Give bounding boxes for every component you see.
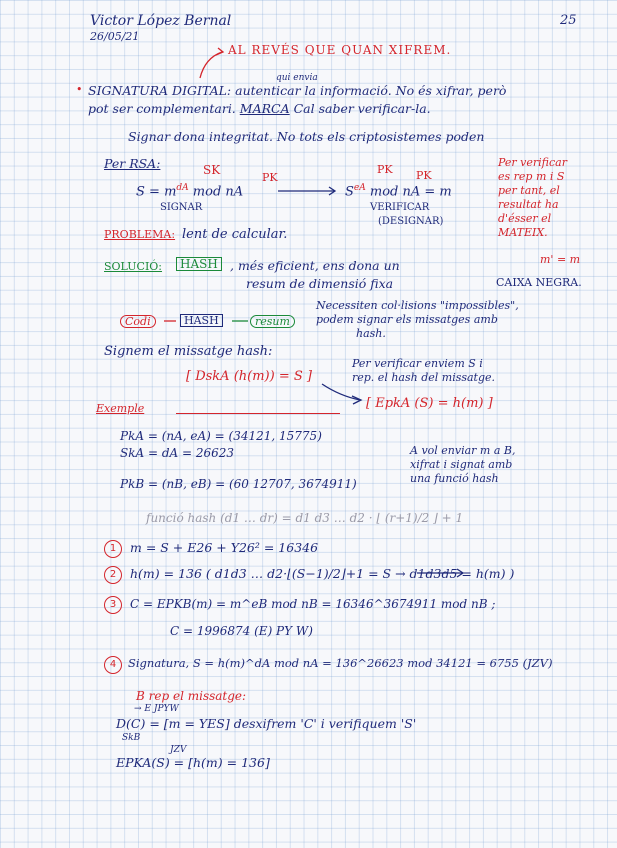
example-note-line: A vol enviar m a B, bbox=[410, 444, 516, 457]
brep-subscript: SkB bbox=[122, 733, 141, 743]
step-1-text: m = S + E26 + Y26² = 16346 bbox=[130, 540, 319, 555]
signature-text-2b: Cal saber verificar-la. bbox=[293, 101, 431, 116]
verificar-label: VERIFICAR bbox=[370, 202, 430, 213]
sk-label: SK bbox=[203, 163, 221, 177]
date: 26/05/21 bbox=[90, 30, 140, 43]
solucio-text-2: resum de dimensió fixa bbox=[246, 276, 394, 291]
verify-note-line: es rep m i S bbox=[498, 170, 565, 183]
verify-hash-note-line: rep. el hash del missatge. bbox=[352, 371, 496, 384]
page-number: 25 bbox=[560, 13, 577, 28]
example-note-line: una funció hash bbox=[410, 472, 499, 485]
step-3-text: C = EPKB(m) = m^eB mod nB = 16346^3674911 mod nB ; bbox=[130, 597, 496, 611]
verify-mod: mod nA = m bbox=[369, 184, 452, 200]
hash-function-definition: funció hash (d1 … dr) = d1 d3 … d2 · ⌊ (r+1)/2 ⌋ + 1 bbox=[146, 511, 464, 525]
signature-definition-line-2 bbox=[88, 103, 431, 116]
hash-flow-box: HASH bbox=[180, 314, 223, 327]
title-note: AL REVÉS QUE QUAN XIFREM. bbox=[228, 43, 452, 57]
example-note bbox=[410, 444, 516, 486]
verify-note bbox=[498, 156, 614, 240]
brep-verify-line: EPKA(S) = [h(m) = 136] bbox=[116, 755, 270, 770]
verify-exponent: eA bbox=[353, 183, 366, 193]
verify-note-line: MATEIX. bbox=[498, 226, 548, 239]
step-4-text: Signatura, S = h(m)^dA mod nA = 136^26623 mod 34121 = 6755 (JZV) bbox=[128, 656, 553, 670]
verify-hash-note-line: Per verificar enviem S i bbox=[352, 357, 483, 370]
verify-note-line: resultat ha bbox=[498, 198, 559, 211]
pka-line: PkA = (nA, eA) = (34121, 15775) bbox=[120, 429, 322, 443]
step-2-text: h(m) = 136 ( d1d3 … d2·⌊(S−1)/2⌋+1 = S → d1d3d5 = h(m) ) bbox=[130, 566, 515, 581]
rsa-label: Per RSA: bbox=[104, 156, 161, 171]
example-note-line: xifrat i signat amb bbox=[410, 458, 513, 471]
step-3-line-2: C = 1996874 (E) PY W) bbox=[170, 624, 313, 638]
collision-note bbox=[316, 299, 519, 341]
collision-note-line: hash. bbox=[356, 327, 386, 340]
signature-text-1: autenticar la informació. No és xifrar, però bbox=[235, 83, 507, 98]
exemple-label: Exemple bbox=[96, 402, 145, 415]
signar-label: SIGNAR bbox=[160, 202, 203, 213]
signature-definition-line-3: Signar dona integritat. No tots els criptosistemes poden bbox=[128, 129, 485, 144]
author-name: Victor López Bernal bbox=[90, 13, 232, 29]
verify-note-line: d'ésser el bbox=[498, 212, 552, 225]
brep-decrypt-line: D(C) = [m = YES] desxifrem 'C' i verifiquem 'S' bbox=[116, 716, 417, 731]
signature-definition-line-1 bbox=[88, 85, 506, 98]
ska-line: SkA = dA = 26623 bbox=[120, 446, 235, 460]
verify-hash-note bbox=[352, 357, 495, 385]
verify-note-line: per tant, el bbox=[498, 184, 560, 197]
superscript-note: qui envia bbox=[276, 73, 318, 83]
pk-label-1: PK bbox=[262, 171, 278, 184]
collision-note-line: podem signar els missatges amb bbox=[316, 313, 498, 326]
sign-exponent: dA bbox=[176, 183, 189, 193]
step-number-4: 4 bbox=[104, 656, 122, 674]
exemple-underline bbox=[176, 413, 340, 414]
solucio-text-1: , més eficient, ens dona un bbox=[230, 258, 400, 273]
sign-mod: mod nA bbox=[192, 184, 244, 200]
pkb-line: PkB = (nB, eB) = (60 12707, 3674911) bbox=[120, 477, 357, 491]
solucio-label: SOLUCIÓ: bbox=[104, 260, 163, 273]
signature-label: SIGNATURA DIGITAL: bbox=[88, 83, 232, 98]
step-number-1: 1 bbox=[104, 540, 122, 558]
step-number-3: 3 bbox=[104, 596, 122, 614]
sign-lhs: S = m bbox=[136, 184, 177, 200]
marca-word: MARCA bbox=[239, 101, 290, 116]
pk-label-3: PK bbox=[416, 169, 432, 182]
verify-note-line: Per verificar bbox=[498, 156, 567, 169]
brep-label: B rep el missatge: bbox=[136, 689, 247, 703]
hash-box: HASH bbox=[176, 257, 222, 271]
bullet-dot: • bbox=[76, 83, 83, 96]
resum-oval: resum bbox=[250, 315, 295, 328]
brep-overscript-1: → E JPYW bbox=[134, 704, 179, 714]
problema-text: lent de calcular. bbox=[182, 227, 288, 242]
collision-note-line: Necessiten col·lisions "impossibles", bbox=[316, 299, 519, 312]
rsa-sign-formula bbox=[136, 184, 243, 198]
verify-formula: [ EpkA (S) = h(m) ] bbox=[366, 396, 493, 411]
step-number-2: 2 bbox=[104, 566, 122, 584]
pk-label-2: PK bbox=[377, 163, 393, 176]
verify-lhs: S bbox=[345, 184, 354, 200]
codi-oval: Codi bbox=[120, 315, 156, 328]
rsa-verify-formula bbox=[345, 184, 452, 198]
signem-formula: [ DskA (h(m)) = S ] bbox=[186, 369, 312, 384]
signature-text-2a: pot ser complementari. bbox=[88, 101, 236, 116]
caixa-negra: CAIXA NEGRA. bbox=[496, 276, 582, 289]
problema-label: PROBLEMA: bbox=[104, 228, 176, 241]
signem-text: Signem el missatge hash: bbox=[104, 344, 273, 359]
m-equals-note: m' = m bbox=[540, 253, 581, 266]
designar-label: (DESIGNAR) bbox=[378, 216, 444, 227]
brep-overscript-2: JZV bbox=[170, 745, 187, 755]
